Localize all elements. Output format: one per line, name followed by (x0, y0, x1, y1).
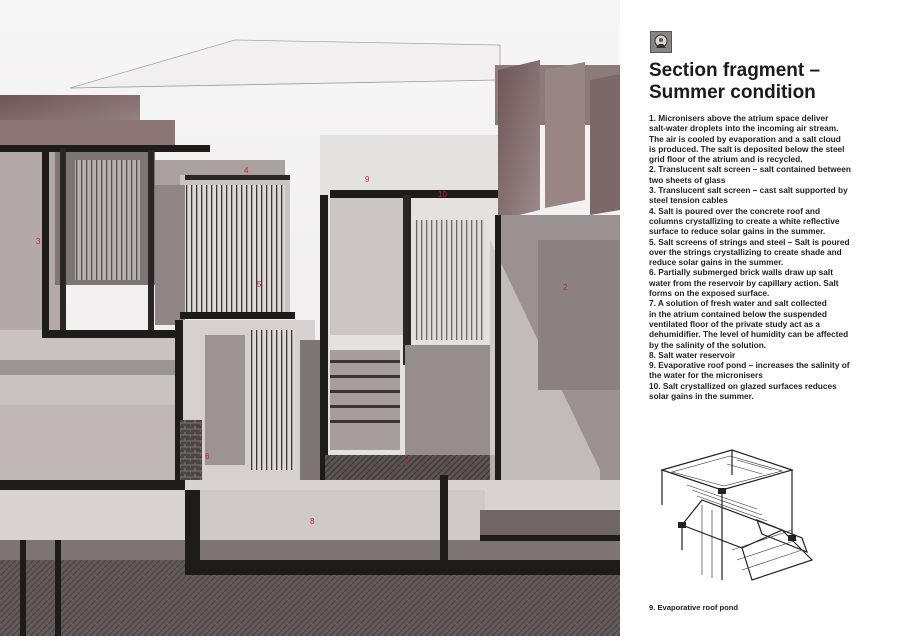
label-2: 2 (563, 283, 568, 292)
text-panel (620, 0, 900, 636)
note-line: columns crystallizing to create a white reflective (649, 215, 840, 226)
note-line: 8. Salt water reservoir (649, 349, 736, 360)
label-9: 9 (365, 175, 370, 184)
note-line: two sheets of glass (649, 174, 726, 185)
label-6: 6 (205, 452, 210, 461)
note-line: 3. Translucent salt screen – cast salt supported by (649, 185, 848, 196)
note-line: over the strings crystallizing to create shade and (649, 246, 842, 257)
title-line-1: Section fragment – (649, 60, 821, 81)
label-7: 7 (404, 458, 409, 467)
note-line: 5. Salt screens of strings and steel – Salt is poured (649, 236, 850, 247)
note-line: 1. Micronisers above the atrium space deliver (649, 113, 829, 123)
note-line: The air is cooled by evaporation and a salt cloud (649, 133, 841, 144)
note-line: water from the reservoir by capillary action. Salt (649, 277, 839, 288)
note-line: ventilated floor of the private study act as a (649, 318, 821, 329)
label-10: 10 (438, 190, 447, 199)
note-line: 6. Partially submerged brick walls draw up salt (649, 267, 833, 278)
note-line: by the salinity of the solution. (649, 339, 767, 350)
note-line: salt-water droplets into the incoming air stream. (649, 123, 839, 134)
note-line: reduce solar gains in the summer. (649, 257, 784, 268)
note-line: dehumidifier. The level of humidity can be affected (649, 329, 849, 340)
note-line: 7. A solution of fresh water and salt collected (649, 298, 827, 309)
sketch-caption: 9. Evaporative roof pond (649, 603, 739, 612)
notes-list (649, 113, 889, 401)
note-line: steel tension cables (649, 195, 728, 206)
title-line-2: Summer condition (649, 82, 816, 103)
label-8: 8 (310, 517, 315, 526)
roof-pond-sketch (642, 430, 822, 598)
note-line: 9. Evaporative roof pond – increases the salinity of (649, 360, 850, 371)
label-3: 3 (36, 237, 41, 246)
label-4: 4 (244, 166, 249, 175)
note-line: surface to reduce solar gains in the summer. (649, 226, 826, 237)
note-line: solar gains in the summer. (649, 391, 754, 402)
note-line: grid floor of the atrium and is recycled. (649, 154, 803, 165)
page-title (649, 60, 889, 104)
note-line: forms on the exposed surface. (649, 288, 770, 299)
note-line: the water for the micronisers (649, 370, 763, 381)
note-line: 4. Salt is poured over the concrete roof and (649, 205, 821, 216)
note-line: in the atrium contained below the suspended (649, 308, 827, 319)
label-5: 5 (257, 280, 262, 289)
note-line: 2. Translucent salt screen – salt contained between (649, 164, 851, 175)
note-line: 10. Salt crystallized on glazed surfaces reduces (649, 380, 837, 391)
note-line: is produced. The salt is deposited below the steel (649, 143, 845, 154)
crest-icon (650, 31, 672, 53)
